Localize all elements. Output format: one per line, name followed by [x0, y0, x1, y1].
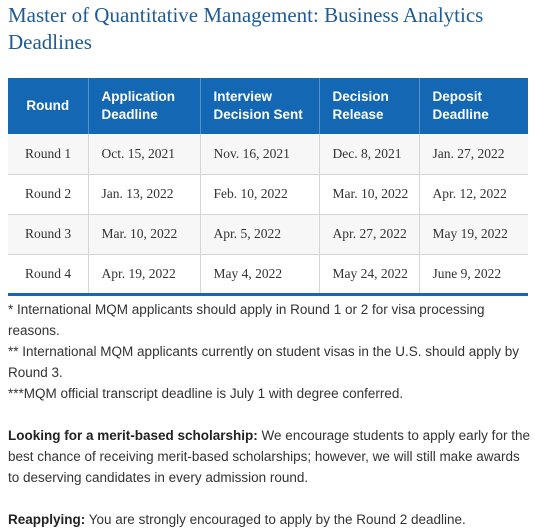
footnote-visa-processing: * International MQM applicants should apply in Round 1 or 2 for visa processing reasons. — [8, 302, 485, 338]
deadlines-table — [8, 78, 528, 296]
cell-round: Round 1 — [8, 134, 88, 174]
cell-interview-decision-sent: Nov. 16, 2021 — [200, 134, 319, 174]
cell-interview-decision-sent: May 4, 2022 — [200, 254, 319, 294]
header-deposit-deadline: Deposit Deadline — [432, 89, 489, 122]
scholarship-text: We encourage students to apply early for the best chance of receiving merit-based scholarships; however, we will still make awards to deserving candidates in every admission round. — [8, 428, 530, 485]
header-decision-release: Decision Release — [319, 78, 419, 134]
cell-deposit-deadline: June 9, 2022 — [419, 254, 528, 294]
cell-round: Round 4 — [8, 254, 88, 294]
scholarship-label: Looking for a merit-based scholarship: — [8, 428, 258, 443]
table-header-row — [8, 78, 528, 134]
table-row — [8, 254, 528, 294]
cell-deposit-deadline: May 19, 2022 — [419, 214, 528, 254]
cell-application-deadline: Oct. 15, 2021 — [88, 134, 200, 174]
cell-decision-release: Apr. 27, 2022 — [319, 214, 419, 254]
cell-interview-decision-sent: Feb. 10, 2022 — [200, 174, 319, 214]
cell-deposit-deadline: Apr. 12, 2022 — [419, 174, 528, 214]
reapplying-paragraph — [8, 509, 532, 530]
header-interview-decision-sent: Interview Decision Sent — [200, 78, 319, 134]
reapplying-label: Reapplying: — [8, 512, 86, 527]
table-row — [8, 134, 528, 174]
header-round: Round — [8, 78, 88, 134]
cell-application-deadline: Apr. 19, 2022 — [88, 254, 200, 294]
table-row — [8, 214, 528, 254]
cell-decision-release: May 24, 2022 — [319, 254, 419, 294]
footnote-transcript-deadline: ***MQM official transcript deadline is July 1 with degree conferred. — [8, 386, 404, 401]
deadlines-table-container — [8, 78, 528, 296]
cell-interview-decision-sent: Apr. 5, 2022 — [200, 214, 319, 254]
cell-round: Round 2 — [8, 174, 88, 214]
cell-deposit-deadline: Jan. 27, 2022 — [419, 134, 528, 174]
cell-decision-release: Mar. 10, 2022 — [319, 174, 419, 214]
page-title: Master of Quantitative Management: Business Analytics Deadlines — [8, 3, 484, 54]
cell-application-deadline: Jan. 13, 2022 — [88, 174, 200, 214]
spacer — [8, 404, 532, 425]
table-row — [8, 174, 528, 214]
header-application-deadline: Application Deadline — [88, 78, 200, 134]
cell-round: Round 3 — [8, 214, 88, 254]
footnote-student-visas: ** International MQM applicants currently on student visas in the U.S. should apply by Round 3. — [8, 344, 520, 380]
footnotes-section — [8, 299, 532, 530]
cell-decision-release: Dec. 8, 2021 — [319, 134, 419, 174]
scholarship-paragraph — [8, 425, 532, 488]
reapplying-text: You are strongly encouraged to apply by the Round 2 deadline. — [85, 512, 466, 527]
cell-application-deadline: Mar. 10, 2022 — [88, 214, 200, 254]
spacer — [8, 488, 532, 509]
